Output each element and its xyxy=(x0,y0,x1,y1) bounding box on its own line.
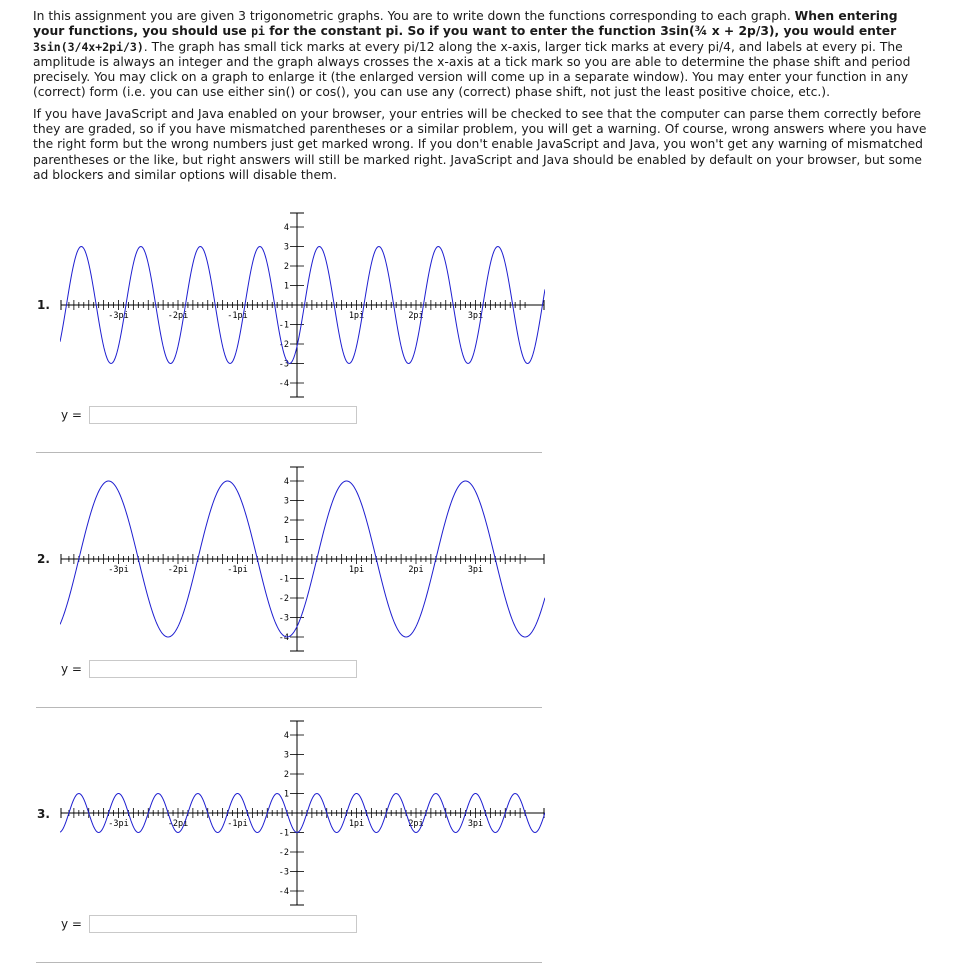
problem-number-3: 3. xyxy=(37,807,50,821)
y-tick-label: 1 xyxy=(283,789,289,800)
example-code: 3sin(3/4x+2pi/3) xyxy=(33,39,144,54)
y-tick-label: 3 xyxy=(283,496,289,507)
y-tick-label: -1 xyxy=(278,828,289,839)
x-tick-label: 2pi xyxy=(408,819,424,829)
y-tick-label: -2 xyxy=(278,848,289,858)
y-tick-label: -4 xyxy=(278,379,289,389)
x-tick-label: -3pi xyxy=(108,819,129,829)
y-tick-label: -1 xyxy=(278,320,289,331)
graph-1[interactable] xyxy=(60,210,545,400)
y-tick-label: 4 xyxy=(283,731,289,741)
y-tick-label: -3 xyxy=(278,359,289,370)
y-tick-label: -3 xyxy=(278,867,289,878)
x-tick-label: -2pi xyxy=(167,565,189,575)
instructions-bold: When entering your functions, you should use pi for the constant pi. So if you want to enter the function 3sin(¾ x + 2p/3), you would enter 3sin(3/4x+2pi/3) xyxy=(33,9,898,54)
x-tick-label: 3pi xyxy=(467,819,484,829)
y-label: y = xyxy=(61,662,82,676)
pi-code: pi xyxy=(251,24,265,39)
x-tick-label: -3pi xyxy=(108,565,129,575)
y-tick-label: -4 xyxy=(278,633,289,643)
x-tick-label: -3pi xyxy=(108,311,129,321)
x-tick-label: 1pi xyxy=(348,819,365,829)
y-tick-label: 2 xyxy=(283,262,289,272)
y-tick-label: -4 xyxy=(278,887,289,897)
x-tick-label: -1pi xyxy=(227,819,248,829)
problem-number-1: 1. xyxy=(37,298,50,312)
y-tick-label: 4 xyxy=(283,223,289,233)
y-tick-label: 2 xyxy=(283,516,289,526)
y-tick-label: -1 xyxy=(278,574,289,585)
answer-input-2[interactable] xyxy=(89,660,357,678)
instructions-paragraph-1: In this assignment you are given 3 trigonometric graphs. You are to write down the functions corresponding to each graph. When entering your functions, you should use pi for the constant pi. So if you want to enter the function 3sin(¾ x + 2p/3), you would enter 3sin(3/4x+2pi/3). The graph has small tick marks at every pi/12 along the x-axis, larger tick marks at every pi/4, and labels at every pi. The amplitude is always an integer and the graph always crosses the x-axis at a tick mark so you are able to determine the phase shift and period precisely. You may click on a graph to enlarge it (the enlarged version will come up in a separate window). You may enter your function in any (correct) form (i.e. you can use either sin() or cos(), you can use any (correct) phase shift, not just the least positive choice, etc.). xyxy=(33,9,911,100)
y-label: y = xyxy=(61,408,82,422)
graph-3[interactable] xyxy=(60,718,545,910)
y-tick-label: -2 xyxy=(278,340,289,350)
x-tick-label: 3pi xyxy=(467,311,484,321)
y-label: y = xyxy=(61,917,82,931)
answer-input-3[interactable] xyxy=(89,915,357,933)
separator xyxy=(36,452,542,453)
y-tick-label: 1 xyxy=(283,281,289,292)
y-tick-label: -3 xyxy=(278,613,289,624)
x-tick-label: -1pi xyxy=(227,311,248,321)
separator xyxy=(36,707,542,708)
x-tick-label: 1pi xyxy=(348,311,365,321)
instructions xyxy=(33,9,933,189)
x-tick-label: -2pi xyxy=(167,311,189,321)
x-tick-label: 1pi xyxy=(348,565,365,575)
y-tick-label: 3 xyxy=(283,750,289,761)
x-tick-label: -2pi xyxy=(167,819,189,829)
y-tick-label: 4 xyxy=(283,477,289,487)
answer-input-1[interactable] xyxy=(89,406,357,424)
separator xyxy=(36,962,542,963)
x-tick-label: 3pi xyxy=(467,565,484,575)
y-tick-label: 3 xyxy=(283,242,289,253)
graph-2[interactable] xyxy=(60,464,545,656)
y-tick-label: 1 xyxy=(283,535,289,546)
x-tick-label: 2pi xyxy=(408,565,424,575)
x-tick-label: 2pi xyxy=(408,311,424,321)
x-tick-label: -1pi xyxy=(227,565,248,575)
problem-number-2: 2. xyxy=(37,552,50,566)
instructions-paragraph-2: If you have JavaScript and Java enabled on your browser, your entries will be checked to see that the computer can parse them correctly before they are graded, so if you have mismatched parentheses or a similar problem, you will get a warning. Of course, wrong answers where you have the right form but the wrong numbers just get marked wrong. If you don't enable JavaScript and Java, you won't get any warning of mismatched parentheses or the like, but right answers will still be marked right. JavaScript and Java should be enabled by default on your browser, but some ad blockers and similar options will disable them. xyxy=(33,106,927,182)
y-tick-label: 2 xyxy=(283,770,289,780)
y-tick-label: -2 xyxy=(278,594,289,604)
